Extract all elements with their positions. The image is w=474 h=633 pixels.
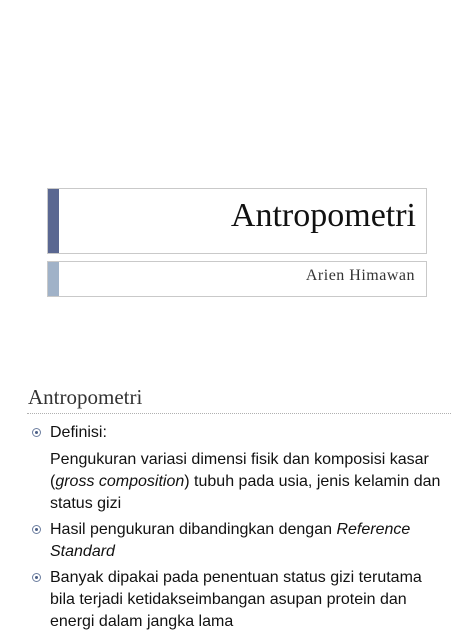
banyak-line-3: energi dalam jangka lama (50, 613, 234, 630)
banyak-line-1: Banyak dipakai pada penentuan status gizi terutama (50, 569, 422, 586)
title-accent-bar (48, 189, 59, 253)
content-heading: Antropometri (28, 385, 143, 409)
definition-paragraph (50, 449, 445, 515)
bullet-text: Definisi: (50, 424, 107, 441)
heading-rule (27, 413, 451, 414)
circle-bullet-icon (32, 573, 41, 582)
hasil-text: Hasil pengukuran dibandingkan dengan (50, 521, 337, 538)
slide-title: Antropometri (230, 197, 416, 234)
definition-open-paren: ( (50, 473, 56, 490)
title-box (47, 188, 427, 254)
definition-italic-term: gross composition (55, 473, 185, 490)
subtitle-box (47, 261, 427, 297)
bullet-text (50, 567, 450, 633)
definition-line-2-rest: ) tubuh pada usia, jenis kelamin dan (184, 473, 441, 490)
slide-subtitle: Arien Himawan (305, 267, 415, 284)
bullet-text (50, 519, 450, 563)
banyak-line-2: bila terjadi ketidakseimbangan asupan protein dan (50, 591, 407, 608)
definition-line-1: Pengukuran variasi dimensi fisik dan komposisi kasar (50, 451, 429, 468)
circle-bullet-icon (32, 428, 41, 437)
definition-line-2 (50, 471, 445, 493)
subtitle-accent-bar (48, 262, 59, 296)
circle-bullet-icon (32, 525, 41, 534)
reference-term: Reference (336, 521, 411, 538)
definition-line-3: status gizi (50, 495, 122, 512)
content-slide (0, 361, 474, 632)
standard-term: Standard (50, 543, 115, 560)
